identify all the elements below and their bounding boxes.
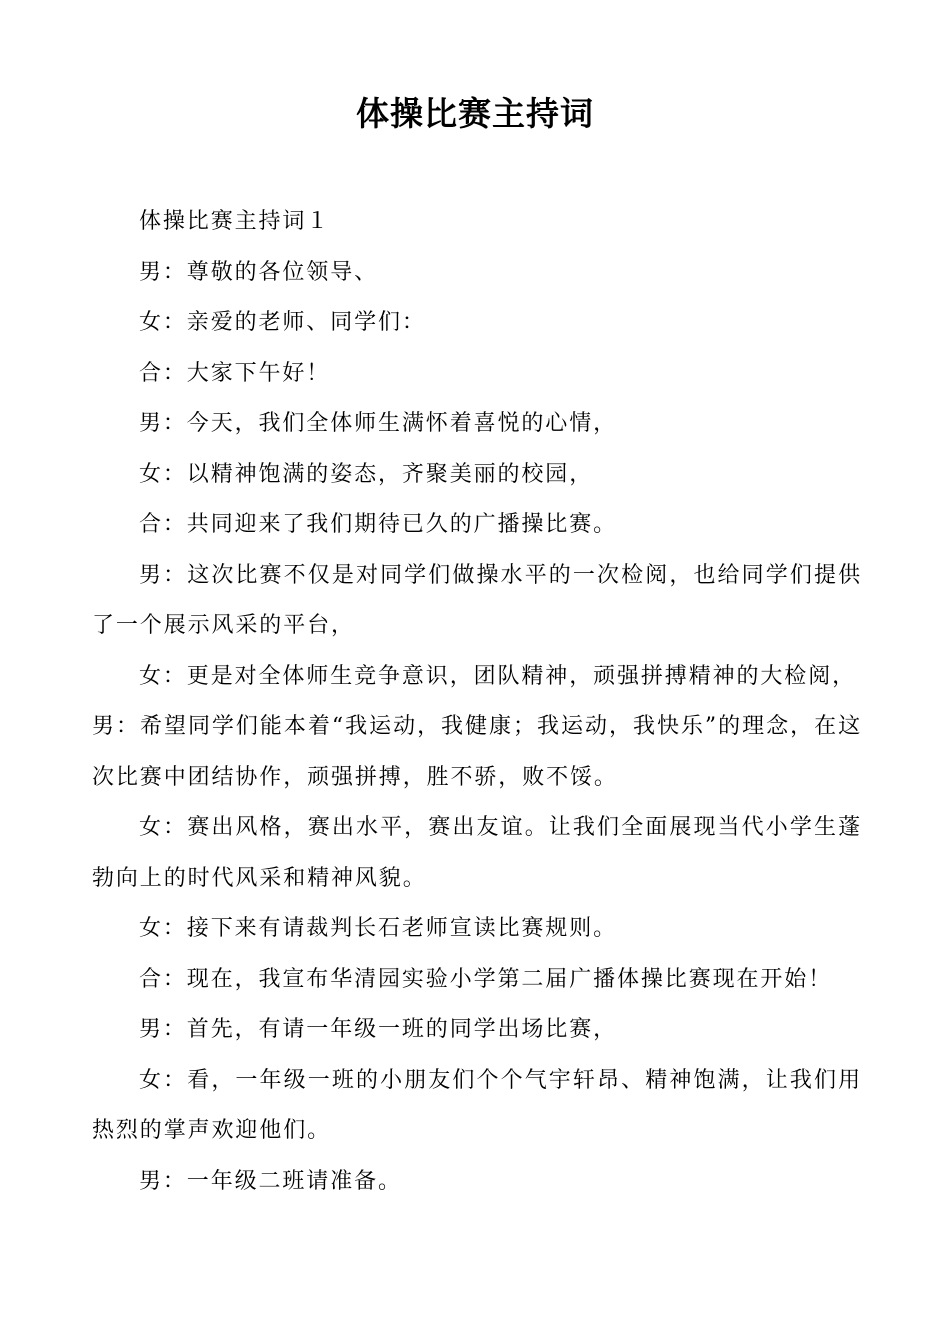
- paragraph: 男：尊敬的各位领导、: [139, 259, 379, 285]
- paragraph: 女：亲爱的老师、同学们：: [139, 310, 426, 335]
- paragraph: 合：现在，我宣布华清园实验小学第二届广播体操比赛现在开始！: [139, 966, 833, 992]
- paragraph: 男：希望同学们能本着“我运动，我健康；我运动，我快乐”的理念，在这次比赛中团结协作，顽强拼搏，胜不骄，败不馁。: [92, 714, 862, 790]
- section-heading: 体操比赛主持词１: [139, 209, 331, 234]
- paragraph: 女：赛出风格，赛出水平，赛出友谊。让我们全面展现当代小学生蓬勃向上的时代风采和精神风貌。: [92, 815, 862, 891]
- paragraph: 男：这次比赛不仅是对同学们做操水平的一次检阅，也给同学们提供了一个展示风采的平台，: [92, 562, 862, 638]
- paragraph: 男：首先，有请一年级一班的同学出场比赛，: [139, 1017, 618, 1042]
- paragraph: 女：接下来有请裁判长石老师宣读比赛规则。: [139, 916, 618, 941]
- paragraph: 女：看，一年级一班的小朋友们个个气宇轩昂、精神饱满，让我们用热烈的掌声欢迎他们。: [92, 1067, 862, 1143]
- paragraph: 女：以精神饱满的姿态，齐聚美丽的校园，: [139, 461, 594, 487]
- paragraph: 合：大家下午好！: [139, 360, 331, 386]
- document-body: [92, 197, 862, 1207]
- document-title: 体操比赛主持词: [356, 94, 594, 133]
- paragraph: 男：今天，我们全体师生满怀着喜悦的心情，: [139, 411, 618, 436]
- paragraph: 合：共同迎来了我们期待已久的广播操比赛。: [139, 512, 618, 537]
- paragraph: 男：一年级二班请准备。: [139, 1168, 402, 1194]
- paragraph: 女：更是对全体师生竞争意识，团队精神，顽强拼搏精神的大检阅，: [139, 663, 857, 689]
